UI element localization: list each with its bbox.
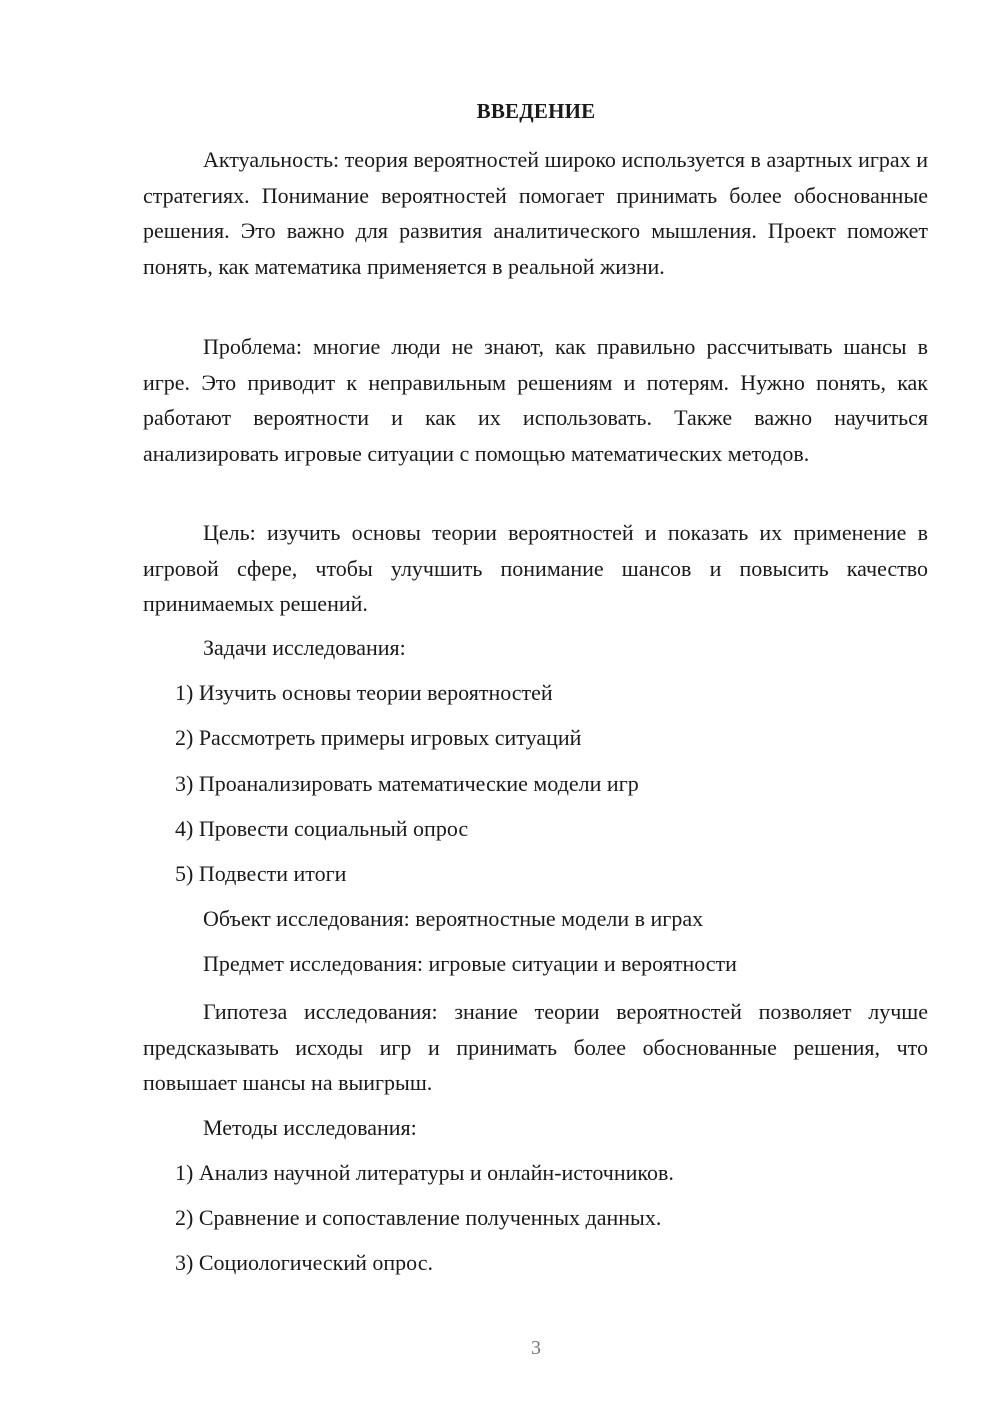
paragraph-relevance: Актуальность: теория вероятностей широко используется в азартных играх и стратегиях. Понимание вероятностей помогает принимать более обоснованные решения. Это важно для развития аналитического мышления. Проект поможет понять, как математика применяется в реальной жизни. <box>143 147 928 279</box>
method-item: 3) Социологический опрос. <box>175 1250 433 1275</box>
method-item: 1) Анализ научной литературы и онлайн-источников. <box>175 1160 674 1185</box>
research-object: Объект исследования: вероятностные модели в играх <box>203 906 704 931</box>
paragraph-goal: Цель: изучить основы теории вероятностей и показать их применение в игровой сфере, чтобы улучшить понимание шансов и повысить качество принимаемых решений. <box>143 520 928 616</box>
tasks-heading: Задачи исследования: <box>203 635 406 660</box>
task-item: 4) Провести социальный опрос <box>175 816 469 841</box>
method-item: 2) Сравнение и сопоставление полученных данных. <box>175 1205 662 1230</box>
page-title: ВВЕДЕНИЕ <box>476 99 596 123</box>
paragraph-hypothesis: Гипотеза исследования: знание теории вероятностей позволяет лучше предсказывать исходы игр и принимать более обоснованные решения, что повышает шансы на выигрыш. <box>143 999 928 1095</box>
task-item: 5) Подвести итоги <box>175 861 347 886</box>
page-number: 3 <box>531 1337 541 1359</box>
task-item: 3) Проанализировать математические модели игр <box>175 771 639 796</box>
paragraph-problem: Проблема: многие люди не знают, как правильно рассчитывать шансы в игре. Это приводит к неправильным решениям и потерям. Нужно понять, как работают вероятности и как их использовать. Также важно научиться анализировать игровые ситуации с помощью математических методов. <box>143 334 928 466</box>
research-subject: Предмет исследования: игровые ситуации и вероятности <box>203 951 737 976</box>
task-item: 1) Изучить основы теории вероятностей <box>175 680 553 705</box>
task-item: 2) Рассмотреть примеры игровых ситуаций <box>175 725 582 750</box>
methods-heading: Методы исследования: <box>203 1115 417 1140</box>
